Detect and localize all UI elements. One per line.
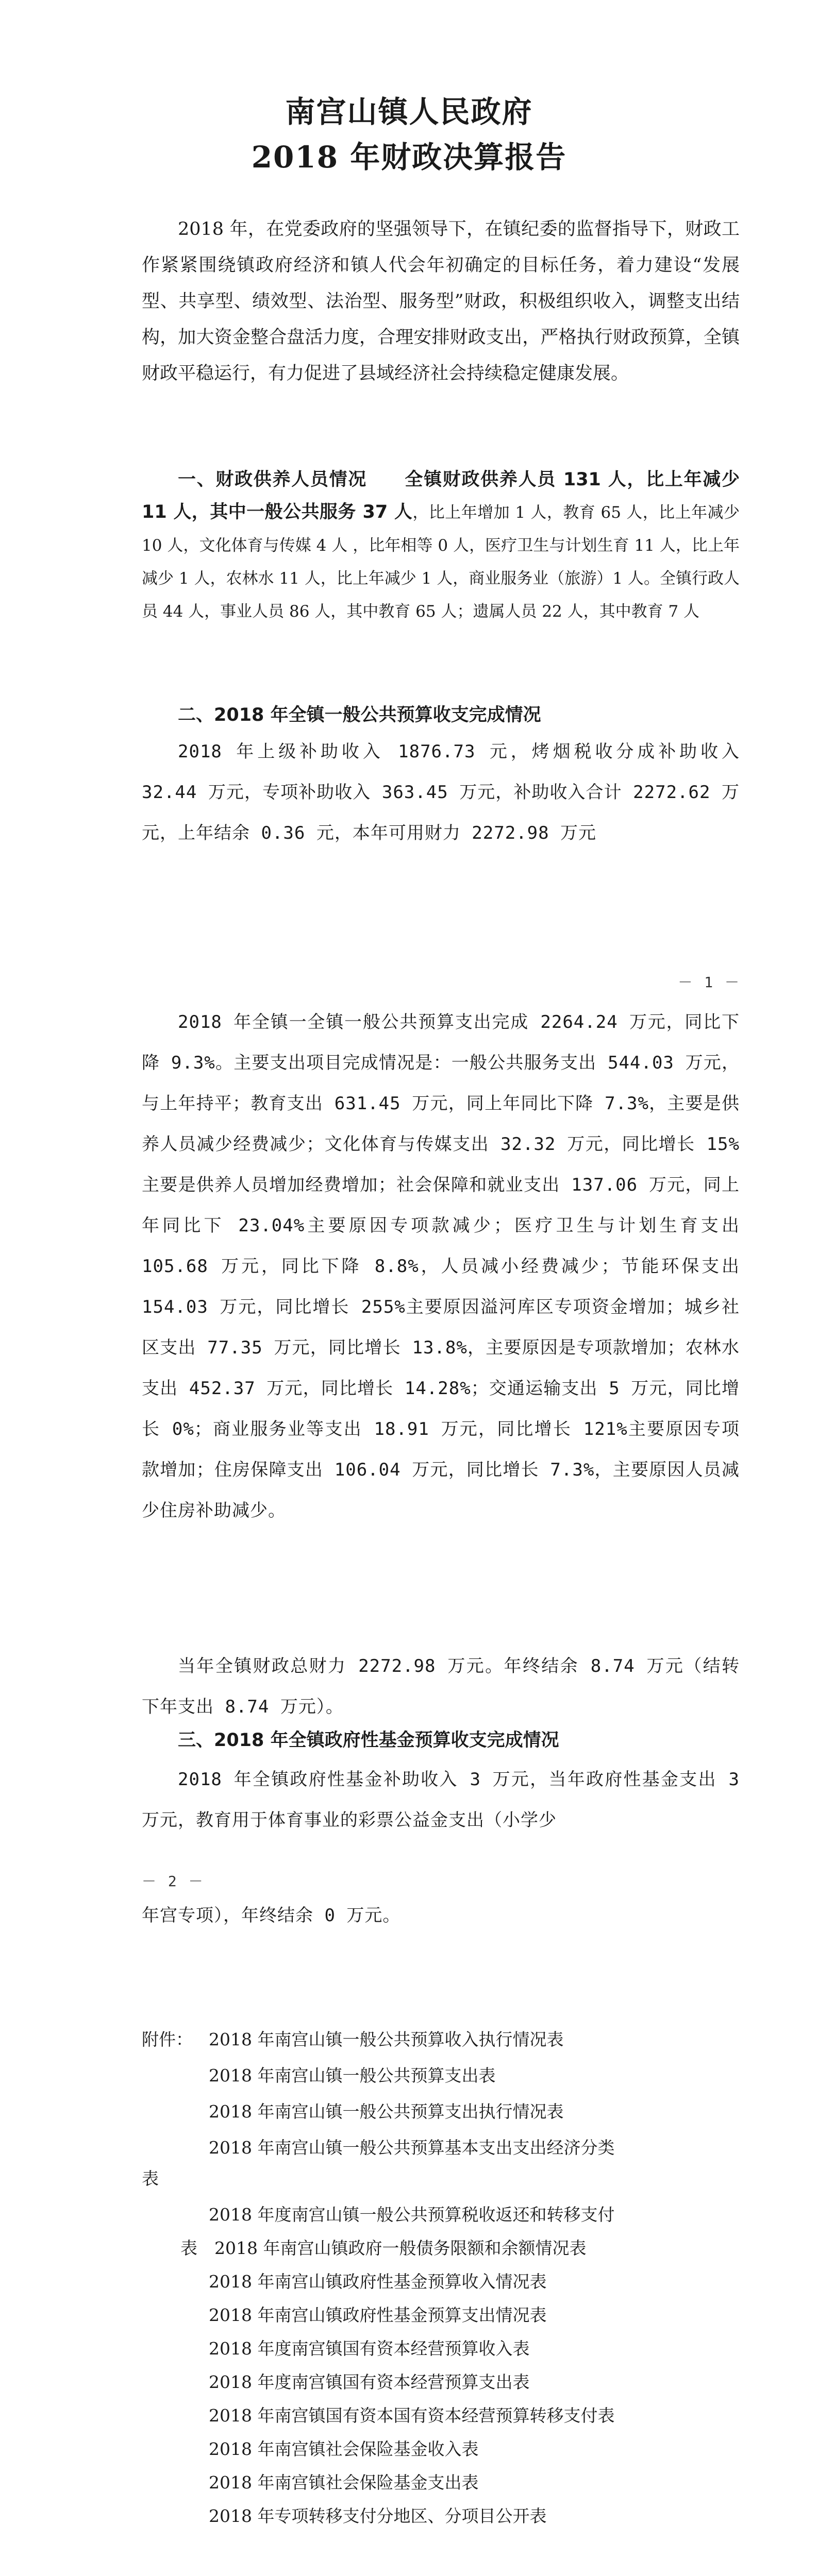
section3-paragraph: 2018 年全镇政府性基金补助收入 3 万元，当年政府性基金支出 3 万元，教育用于体育事业的彩票公益金支出（小学少 (142, 1769, 740, 1831)
attachment-item: 2018 年专项转移支付分地区、分项目公开表 (209, 2506, 547, 2526)
section2-balance-paragraph: 当年全镇财政总财力 2272.98 万元。年终结余 8.74 万元（结转下年支出 8.74 万元）。 (142, 1656, 740, 1717)
attachment-item: 2018 年度南宫镇国有资本经营预算收入表 (209, 2338, 530, 2359)
attachment-item: 2018 年南宫镇社会保险基金支出表 (209, 2472, 479, 2493)
attachment-item: 2018 年南宫山镇一般公共预算收入执行情况表 (209, 2029, 564, 2049)
attachment-item-wrap: 表 (142, 2168, 159, 2189)
attachment-item: 2018 年南宫山镇政府性基金预算支出情况表 (209, 2305, 547, 2325)
intro-paragraph: 2018 年，在党委政府的坚强领导下，在镇纪委的监督指导下，财政工作紧紧围绕镇政府经济和镇人代会年初确定的目标任务，着力建设“发展型、共享型、绩效型、法治型、服务型”财政，积极组织收入，调整支出结构，加大资金整合盘活力度，合理安排财政支出，严格执行财政预算，全镇财政平稳运行，有力促进了县域经济社会持续稳定健康发展。 (142, 219, 740, 384)
attachment-item: 2018 年度南宫山镇一般公共预算税收返还和转移支付 (209, 2205, 615, 2225)
document-title-line1: 南宫山镇人民政府 (285, 94, 533, 129)
section2-heading: 二、2018 年全镇一般公共预算收支完成情况 (178, 705, 541, 725)
section1-heading: 一、财政供养人员情况 (178, 469, 367, 490)
page-number-1: － 1 － (678, 974, 741, 991)
attachment-item: 2018 年南宫镇国有资本国有资本经营预算转移支付表 (209, 2405, 615, 2426)
attachments-label: 附件： (142, 2029, 193, 2049)
section3-continued: 年宫专项），年终结余 0 万元。 (142, 1905, 401, 1926)
attachment-item: 2018 年南宫山镇一般公共预算支出表 (209, 2065, 496, 2086)
section1-detail: ，比上年增加 1 人，教育 65 人，比上年减少 10 人，文化体育与传媒 4 人 ，比年相等 0 人，医疗卫生与计划生育 11 人，比上年减少 1 人，农林水 11 人，比上年减少 1 人，商业服务业（旅游）1 人。全镇行政人员 44 人，事业人员 86 人，其中教育 65 人；遗属人员 22 人，其中教育 7 人 (142, 503, 740, 621)
attachment-item: 2018 年南宫镇社会保险基金收入表 (209, 2439, 479, 2459)
attachment-item: 2018 年度南宫镇国有资本经营预算支出表 (209, 2372, 530, 2392)
section3-heading: 三、2018 年全镇政府性基金预算收支完成情况 (178, 1730, 559, 1751)
document-title-line2: 2018 年财政决算报告 (251, 140, 567, 175)
attachment-item-wrap: 表 2018 年南宫山镇政府一般债务限额和余额情况表 (180, 2238, 587, 2258)
attachment-item: 2018 年南宫山镇政府性基金预算收入情况表 (209, 2272, 547, 2292)
attachment-item: 2018 年南宫山镇一般公共预算支出执行情况表 (209, 2102, 564, 2122)
section1-lead: 全镇财政供养人员 131 人，比上年减少 11 人，其中一般公共服务 37 人 (142, 469, 740, 522)
section2-income-paragraph: 2018 年上级补助收入 1876.73 元，烤烟税收分成补助收入 32.44 万元，专项补助收入 363.45 万元，补助收入合计 2272.62 万元，上年结余 0.36 元，本年可用财力 2272.98 万元 (142, 741, 740, 843)
section2-expenditure-paragraph: 2018 年全镇一全镇一般公共预算支出完成 2264.24 万元，同比下降 9.3%。主要支出项目完成情况是：一般公共服务支出 544.03 万元，与上年持平；教育支出 631.45 万元，同上年同比下降 7.3%，主要是供养人员减少经费减少；文化体育与传媒支出 32.32 万元，同比增长 15%主要是供养人员增加经费增加；社会保障和就业支出 137.06 万元，同上年同比下 23.04%主要原因专项款减少；医疗卫生与计划生育支出 105.68 万元，同比下降 8.8%，人员减小经费减少；节能环保支出 154.03 万元，同比增长 255%主要原因溢河库区专项资金增加；城乡社区支出 77.35 万元，同比增长 13.8%，主要原因是专项款增加；农林水支出 452.37 万元，同比增长 14.28%；交通运输支出 5 万元，同比增长 0%；商业服务业等支出 18.91 万元，同比增长 121%主要原因专项款增加；住房保障支出 106.04 万元，同比增长 7.3%，主要原因人员减少住房补助减少。 (142, 1012, 740, 1521)
section1-paragraph (142, 464, 740, 628)
attachment-item: 2018 年南宫山镇一般公共预算基本支出支出经济分类 (209, 2138, 615, 2158)
page-number-2: － 2 － (142, 1873, 205, 1890)
